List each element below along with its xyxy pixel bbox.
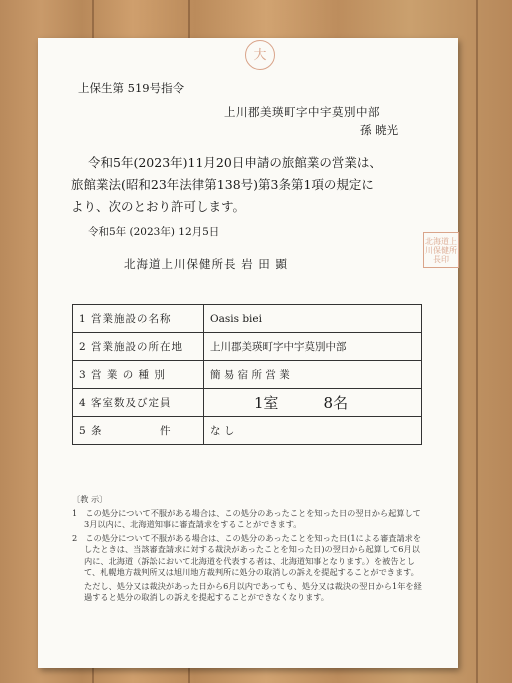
instructions-section xyxy=(72,494,426,606)
issuer-name: 北海道上川保健所長 岩 田 顕 xyxy=(124,257,288,271)
row-value: 簡 易 宿 所 営 業 xyxy=(204,361,422,389)
row-value: 上川郡美瑛町字中宇莫別中部 xyxy=(204,333,422,361)
table-row xyxy=(73,389,422,417)
permit-details-table xyxy=(72,304,422,445)
wood-plank-seam xyxy=(476,0,478,683)
table-row xyxy=(73,361,422,389)
health-center-chief-seal: 北海道上川保健所長印 xyxy=(423,232,459,268)
table-row xyxy=(73,305,422,333)
table-row xyxy=(73,417,422,445)
permit-document xyxy=(38,38,458,668)
body-line-3: より、次のとおり許可します。 xyxy=(71,199,246,214)
directive-number: 上保生第 519号指令 xyxy=(78,81,185,95)
row-value: Oasis biei xyxy=(204,305,422,333)
row-label: 5 条 件 xyxy=(73,417,204,445)
row-label: 3 営 業 の 種 別 xyxy=(73,361,204,389)
issue-date: 令和5年 (2023年) 12月5日 xyxy=(88,226,220,238)
row-value: な し xyxy=(204,417,422,445)
row-label: 1 営業施設の名称 xyxy=(73,305,204,333)
instructions-heading: 〔教 示〕 xyxy=(72,494,108,504)
row-value: 1室 8名 xyxy=(204,389,422,417)
top-seal-stamp: 大 xyxy=(245,40,275,70)
row-label: 4 客室数及び定員 xyxy=(73,389,204,417)
instruction-item: 1 この処分について不服がある場合は、この処分のあったことを知った日の翌日から起算して3月以内に、北海道知事に審査請求をすることができます。 xyxy=(72,507,421,529)
instruction-item: ただし、処分又は裁決があった日から6月以内であっても、処分又は裁決の翌日から1年を経過すると処分の取消しの訴えを提起することができなくなります。 xyxy=(84,580,422,602)
body-line-1: 令和5年(2023年)11月20日申請の旅館業の営業は、 xyxy=(88,155,382,170)
body-line-2: 旅館業法(昭和23年法律第138号)第3条第1項の規定に xyxy=(71,177,374,192)
row-label: 2 営業施設の所在地 xyxy=(73,333,204,361)
table-row xyxy=(73,333,422,361)
applicant-name: 孫 暁光 xyxy=(360,123,399,137)
applicant-address: 上川郡美瑛町字中宇莫別中部 xyxy=(224,105,380,119)
instruction-item: 2 この処分について不服がある場合は、この処分のあったことを知った日(1による審査請求をしたときは、当該審査請求に対する裁決があったことを知った日)の翌日から起算して6月以内に、北海道（訴訟において北海道を代表する者は、北海道知事となります。）を被告として、札幌地方裁判所又は旭川地方裁判所に処分の取消しの訴えを提起することができます。 xyxy=(72,532,422,577)
